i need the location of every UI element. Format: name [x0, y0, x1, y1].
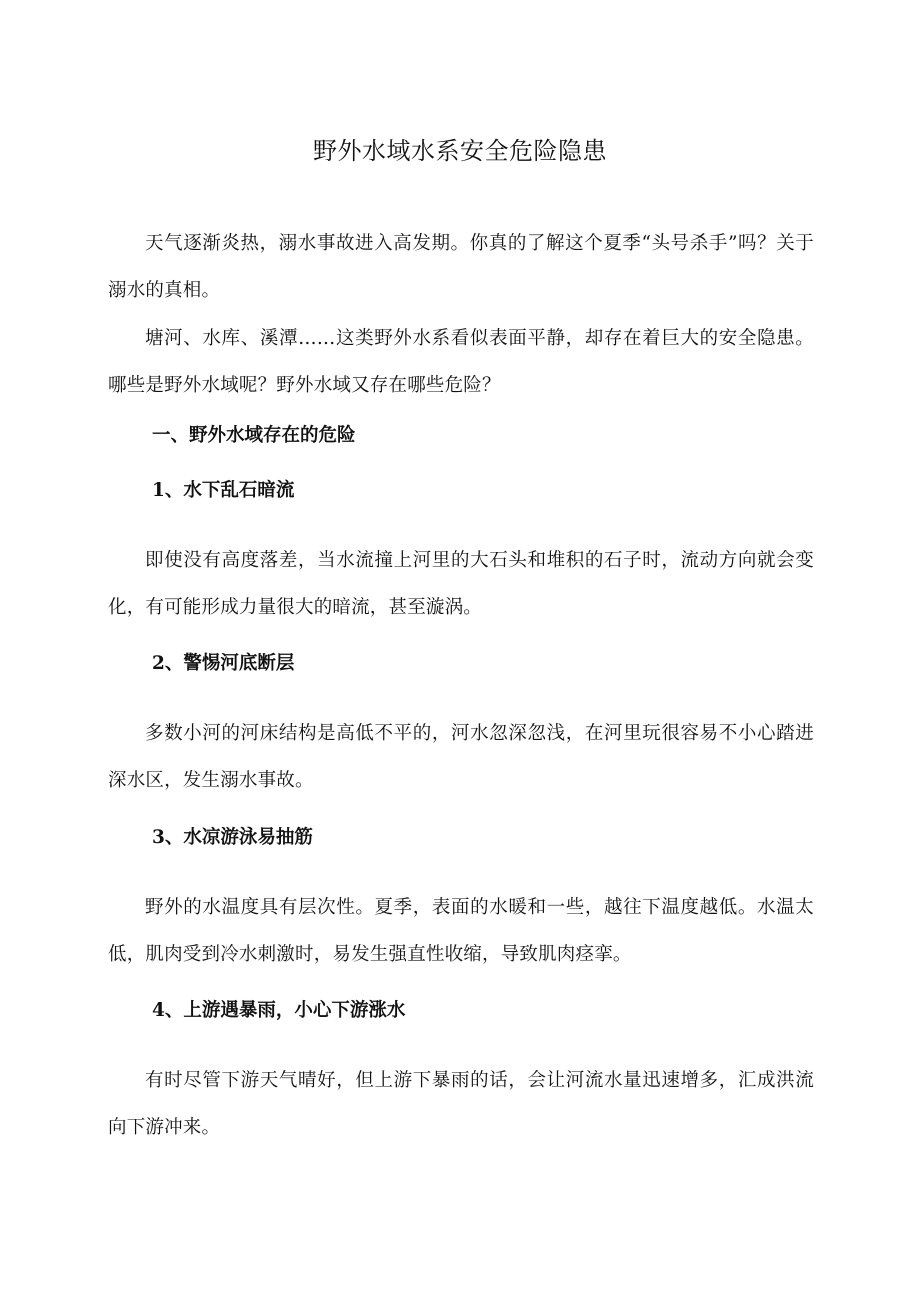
intro-paragraph-1: 天气逐渐炎热，溺水事故进入高发期。你真的了解这个夏季“头号杀手”吗？关于溺水的真相。 [108, 233, 814, 301]
item-body-1: 即使没有高度落差，当水流撞上河里的大石头和堆积的石子时，流动方向就会变化，有可能形成力量很大的暗流，甚至漩涡。 [108, 550, 814, 618]
item-heading-3: 3、水凉游泳易抽筋 [152, 827, 313, 848]
section-heading: 一、野外水域存在的危险 [152, 425, 356, 446]
item-body-2: 多数小河的河床结构是高低不平的，河水忽深忽浅，在河里玩很容易不小心踏进深水区，发生溺水事故。 [108, 723, 814, 791]
document-title: 野外水域水系安全危险隐患 [313, 137, 607, 165]
item-body-3: 野外的水温度具有层次性。夏季，表面的水暖和一些，越往下温度越低。水温太低，肌肉受到冷水刺激时，易发生强直性收缩，导致肌肉痉挛。 [108, 897, 814, 965]
item-heading-1: 1、水下乱石暗流 [152, 480, 295, 501]
item-heading-2: 2、警惕河底断层 [152, 653, 295, 674]
item-heading-4: 4、上游遇暴雨，小心下游涨水 [152, 1000, 406, 1021]
intro-paragraph-2: 塘河、水库、溪潭……这类野外水系看似表面平静，却存在着巨大的安全隐患。哪些是野外水域呢？野外水域又存在哪些危险？ [108, 328, 814, 396]
item-body-4: 有时尽管下游天气晴好，但上游下暴雨的话，会让河流水量迅速增多，汇成洪流向下游冲来。 [108, 1070, 814, 1138]
